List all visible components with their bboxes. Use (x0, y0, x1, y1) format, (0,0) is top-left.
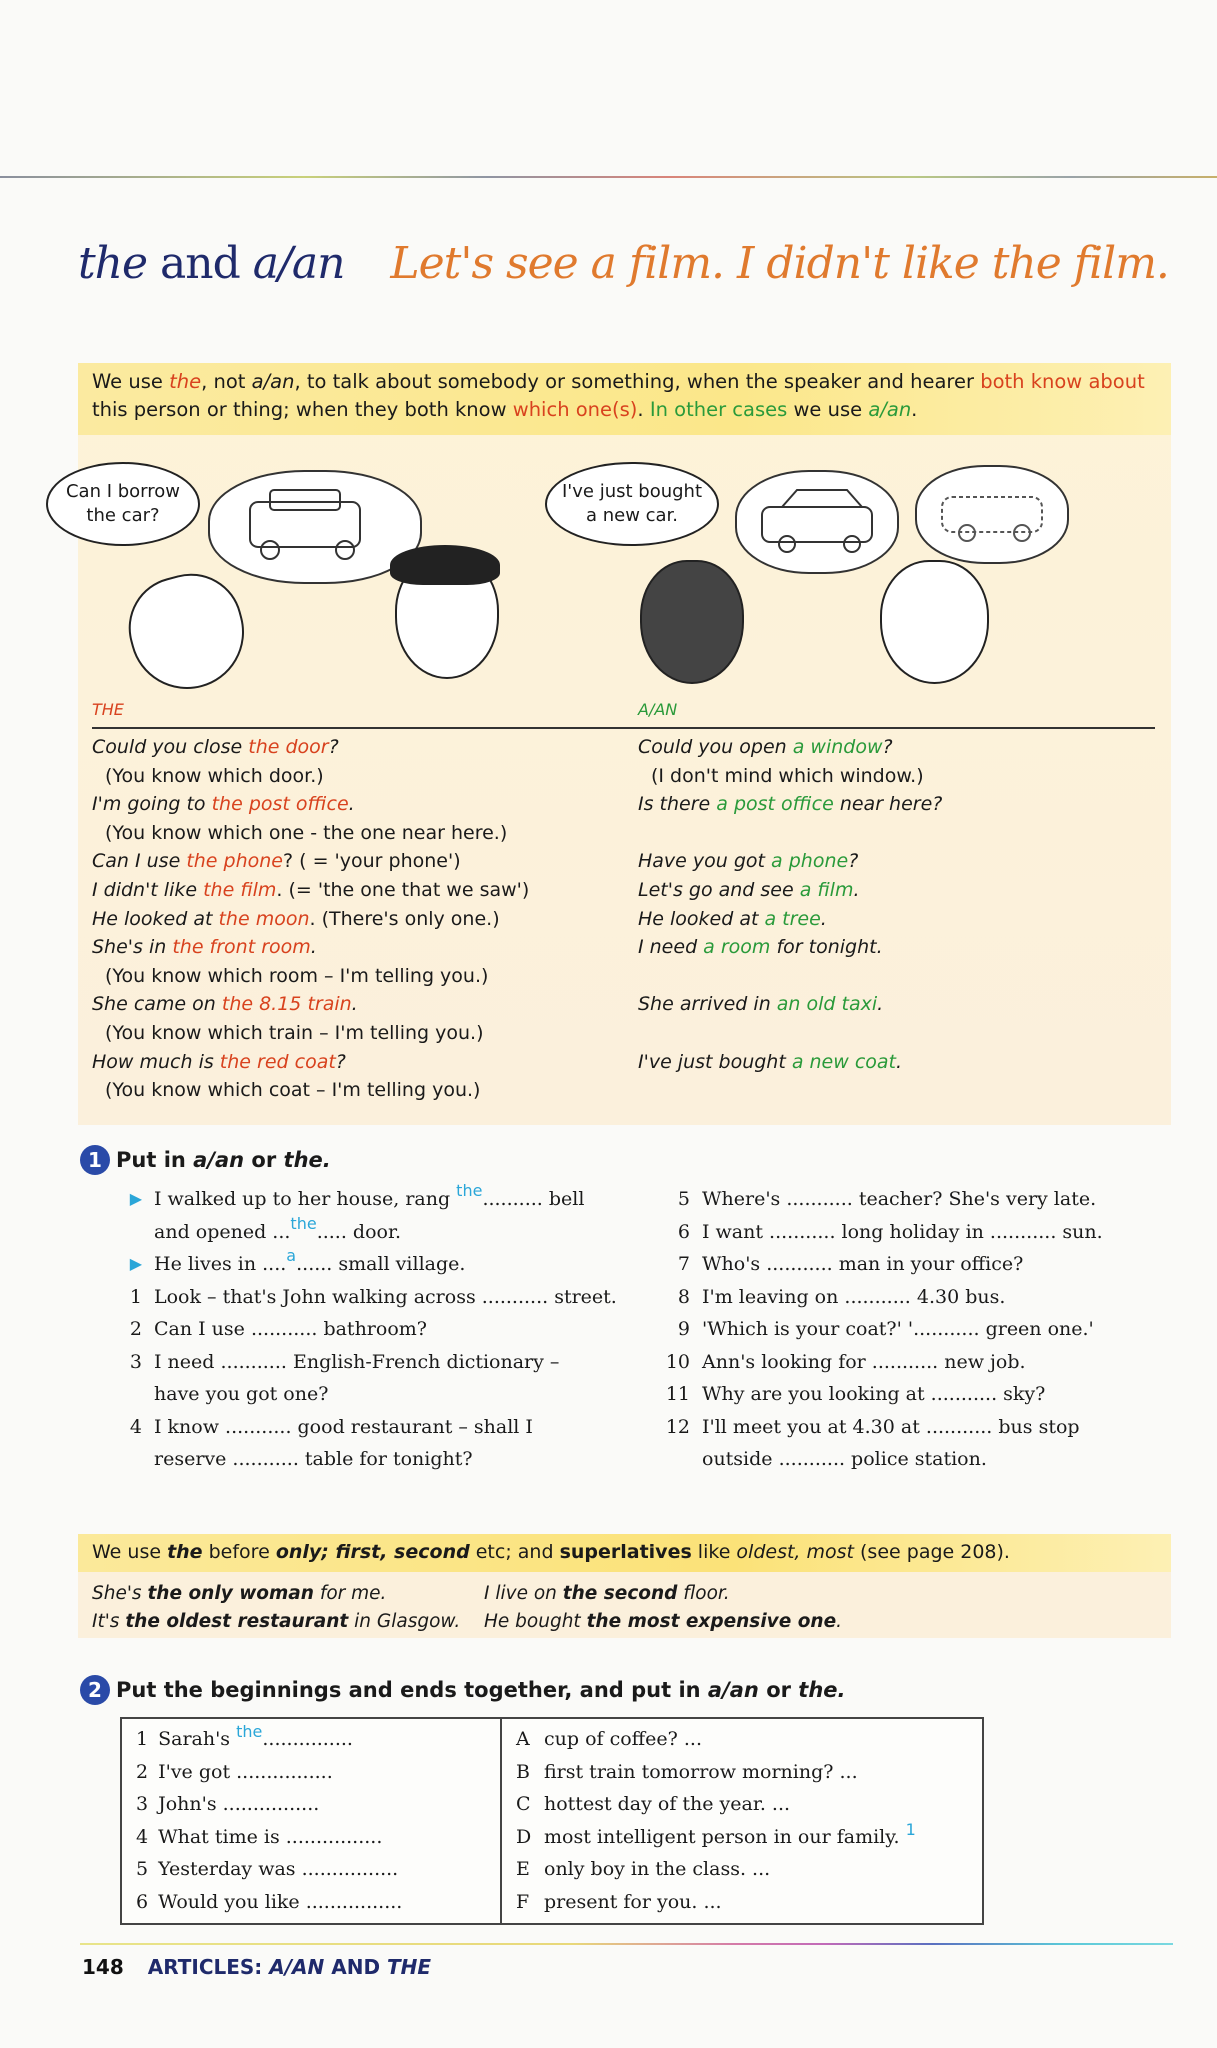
item-text: only boy in the class. ... (544, 1858, 771, 1880)
item-number: 11 (665, 1383, 690, 1405)
example-text: Could you close (92, 736, 249, 758)
example-text: It's (92, 1611, 126, 1632)
exercise-item (112, 1248, 617, 1281)
item-letter: B (516, 1760, 530, 1783)
exercise-item (112, 1213, 617, 1249)
section-title: AND (324, 1955, 388, 1979)
highlighted-article: a window (792, 736, 883, 758)
item-text[interactable]: Where's ........... teacher? She's very late. (702, 1188, 1097, 1210)
the-column-rule (92, 727, 632, 729)
example-line (92, 1019, 529, 1048)
end-row (516, 1821, 982, 1854)
item-number: 4 (136, 1825, 149, 1848)
exercise-2-heading (80, 1675, 846, 1705)
item-text: most intelligent person in our family. (544, 1825, 906, 1848)
end-row (516, 1723, 982, 1756)
grammar-rule-text (92, 368, 1162, 424)
answer-blank[interactable]: ........... (225, 1415, 292, 1438)
example-text: Is there (638, 793, 717, 816)
example-text: He bought (484, 1611, 587, 1632)
aan-examples (638, 733, 942, 1076)
example-text: (You know which train – I'm telling you.) (105, 1021, 484, 1044)
example-line (638, 990, 942, 1019)
exercise-item (660, 1183, 1103, 1216)
example-line (638, 847, 942, 876)
item-text: I've got (158, 1760, 237, 1783)
item-text: I know (154, 1415, 226, 1438)
answer-blank[interactable]: ........... (250, 1318, 318, 1340)
ends-column (502, 1719, 982, 1923)
item-number (112, 1216, 142, 1249)
ex1-title: the. (283, 1148, 331, 1172)
answer-blank[interactable]: the (290, 1213, 317, 1233)
highlighted-article: the front room (172, 936, 311, 959)
item-text: have you got one? (154, 1383, 329, 1405)
exercise-item (660, 1281, 1103, 1314)
rule-seg: we use (787, 398, 869, 421)
example-line (638, 762, 942, 791)
example-line (638, 933, 942, 962)
answer-blank[interactable]: ................ (301, 1858, 399, 1880)
item-text: Can I use (154, 1318, 251, 1340)
item-number: 7 (677, 1253, 690, 1275)
end-row (516, 1756, 982, 1789)
ex2-title: the. (798, 1678, 846, 1702)
highlighted-article: a phone (771, 850, 849, 873)
example-text: for tonight. (770, 936, 883, 959)
aan-column-header: A/AN (638, 700, 678, 719)
rule-seg: a/an (868, 398, 912, 421)
example-text: . (896, 1050, 903, 1073)
item-text[interactable]: Ann's looking for ........... new job. (702, 1350, 1026, 1373)
example-text: . (= 'the one that we saw') (276, 878, 530, 901)
aan-column-rule (632, 727, 1155, 729)
exercise-2-badge: 2 (80, 1675, 110, 1705)
sup-seg: oldest, most (736, 1541, 854, 1563)
page-footer (82, 1955, 431, 1979)
section-title: A/AN (269, 1955, 325, 1979)
item-text: first train tomorrow morning? ... (544, 1760, 858, 1783)
rule-seg: We use (92, 370, 170, 393)
exercise-item (112, 1378, 617, 1411)
example-text: She's in (92, 936, 173, 959)
section-title: ARTICLES: (147, 1955, 270, 1979)
sup-seg: We use (92, 1541, 168, 1563)
rule-seg: , not (201, 370, 252, 393)
superlatives-examples-left (92, 1580, 460, 1636)
highlighted-article: a tree (764, 907, 821, 930)
exercise-item (660, 1443, 1103, 1476)
exercise-1-right-list (660, 1183, 1103, 1476)
thought-cloud-vague-car (915, 465, 1069, 564)
example-text: for me. (313, 1583, 387, 1604)
sup-seg: etc; and (469, 1541, 560, 1563)
superlative-example (92, 1580, 460, 1608)
example-text: near here? (833, 793, 943, 816)
rule-seg: the (169, 370, 202, 393)
example-line (92, 733, 529, 762)
item-number: 3 (136, 1793, 149, 1815)
example-bold: the oldest restaurant (125, 1611, 349, 1632)
item-text[interactable]: I want ........... long holiday in ........... sun. (702, 1220, 1103, 1243)
example-line (92, 762, 529, 791)
example-text: ? (335, 1050, 346, 1073)
section-title: THE (387, 1955, 432, 1979)
example-text: Let's go and see (638, 878, 800, 901)
item-letter: F (516, 1890, 530, 1913)
bubble-text: I've just bought a new car. (562, 481, 703, 526)
exercise-item (660, 1378, 1103, 1411)
answer-blank[interactable]: ...... (296, 1253, 333, 1275)
example-text: She arrived in (638, 993, 777, 1016)
ex1-title: Put in (116, 1148, 194, 1172)
item-number: 4 (129, 1415, 142, 1438)
example-line (92, 1076, 529, 1105)
example-line (92, 790, 529, 819)
item-text: table for tonight? (298, 1448, 473, 1470)
highlighted-article: a film (799, 878, 854, 901)
ex1-title: or (244, 1148, 284, 1172)
exercise-item (660, 1313, 1103, 1346)
beginning-row (136, 1723, 500, 1756)
answer-blank[interactable]: ................ (305, 1890, 403, 1913)
beginnings-column (122, 1719, 502, 1923)
example-text: . (853, 878, 860, 901)
item-text: English-French dictionary – (286, 1350, 560, 1373)
item-text: door. (346, 1220, 402, 1243)
the-column-header: THE (92, 700, 124, 719)
item-text: I need (154, 1350, 221, 1373)
exercise-item (660, 1216, 1103, 1249)
page-number: 148 (82, 1955, 124, 1979)
example-text: . (310, 936, 317, 959)
example-line (92, 876, 529, 905)
example-text: Could you open (638, 736, 793, 758)
example-line (638, 905, 942, 934)
item-text[interactable]: I'm leaving on ........... 4.30 bus. (702, 1285, 1006, 1308)
item-number: 1 (129, 1285, 142, 1308)
example-text: ? (328, 736, 339, 758)
car-icon (210, 472, 420, 582)
example-text: I didn't like (92, 878, 204, 901)
item-text: good restaurant – shall I (291, 1415, 533, 1438)
answer-blank[interactable]: ..... (316, 1220, 347, 1243)
item-number: 2 (129, 1318, 142, 1340)
example-text: Have you got (638, 850, 772, 873)
example-text: I need (638, 936, 704, 959)
superlative-example (484, 1608, 842, 1636)
item-text: cup of coffee? ... (544, 1728, 703, 1750)
highlighted-article: the post office (211, 793, 349, 816)
exercise-item (112, 1281, 617, 1314)
example-text: ? (882, 736, 893, 758)
example-line (92, 990, 529, 1019)
item-text[interactable]: outside ........... police station. (702, 1448, 987, 1470)
rule-seg: In other cases (649, 398, 788, 421)
example-line (638, 819, 942, 848)
highlighted-article: the door (248, 736, 329, 758)
example-text: ? (848, 850, 859, 873)
matching-table (120, 1717, 984, 1925)
item-number: 8 (677, 1285, 690, 1308)
rule-seg: this person or thing; when they both know (92, 398, 513, 421)
rule-seg: both know about (980, 370, 1145, 393)
title-and: and (147, 238, 253, 289)
example-text: . (836, 1611, 843, 1632)
exercise-item (660, 1248, 1103, 1281)
example-text: (You know which coat – I'm telling you.) (105, 1079, 481, 1102)
highlighted-article: a room (703, 936, 771, 959)
highlighted-article: the phone (186, 850, 283, 873)
match-answer[interactable]: 1 (905, 1819, 916, 1839)
item-number: 3 (129, 1350, 142, 1373)
item-number: 5 (677, 1188, 690, 1210)
thought-cloud-new-car (735, 470, 899, 574)
speech-bubble-left (46, 462, 200, 546)
ex2-title: or (758, 1678, 799, 1702)
exercise-item (112, 1346, 617, 1379)
item-text: Would you like (158, 1890, 306, 1913)
example-text: I live on (484, 1583, 563, 1604)
highlighted-article: the red coat (219, 1050, 336, 1073)
ex1-title: a/an (193, 1148, 245, 1172)
superlatives-rule (92, 1541, 1010, 1563)
rule-seg: a/an (251, 370, 295, 393)
answer-blank[interactable]: ............... (262, 1728, 353, 1750)
example-text: How much is (92, 1050, 220, 1073)
beginning-row (136, 1756, 500, 1789)
title-the: the (78, 238, 148, 289)
example-line (638, 1048, 942, 1077)
item-number: 5 (136, 1858, 149, 1880)
item-letter: D (516, 1825, 532, 1848)
answer-blank[interactable]: the (456, 1181, 483, 1200)
dark-hair (390, 545, 500, 585)
example-text: . (351, 993, 358, 1016)
speech-bubble-right (545, 462, 719, 546)
item-letter: E (516, 1858, 530, 1880)
example-text: He looked at (92, 907, 219, 930)
item-text[interactable]: I'll meet you at 4.30 at ........... bus stop (702, 1415, 1080, 1438)
end-row (516, 1788, 982, 1821)
example-text: . (348, 793, 355, 816)
example-text: He looked at (638, 907, 765, 930)
item-text: and opened ... (154, 1220, 291, 1243)
item-number: 12 (665, 1415, 690, 1438)
item-number (112, 1443, 142, 1476)
item-text[interactable]: Why are you looking at ........... sky? (702, 1383, 1046, 1405)
rule-seg: which one(s) (512, 398, 638, 421)
example-text: in Glasgow. (348, 1611, 461, 1632)
sup-seg: the (167, 1541, 203, 1563)
exercise-1-badge: 1 (80, 1145, 110, 1175)
example-text: . (820, 907, 827, 930)
exercise-item (112, 1411, 617, 1444)
item-text[interactable]: Who's ........... man in your office? (702, 1253, 1024, 1275)
example-line (92, 905, 529, 934)
rule-seg: . (637, 398, 650, 421)
sup-seg: superlatives (559, 1541, 692, 1563)
beginning-row (136, 1886, 500, 1919)
example-text: (You know which one - the one near here.) (105, 821, 508, 844)
highlighted-article: the 8.15 train (221, 993, 352, 1016)
example-text: I'm going to (92, 793, 212, 816)
sup-seg: before (202, 1541, 276, 1563)
answer-blank[interactable]: ........... (481, 1285, 549, 1308)
item-text: He lives in .... (154, 1253, 287, 1275)
sup-seg: only; first, second (275, 1541, 470, 1563)
item-letter: A (516, 1728, 530, 1750)
item-text: hottest day of the year. ... (544, 1793, 791, 1815)
example-line (638, 876, 942, 905)
highlighted-article: an old taxi (776, 993, 878, 1016)
exercise-1-left-list (112, 1183, 617, 1476)
item-letter: C (516, 1793, 531, 1815)
example-line (638, 790, 942, 819)
example-line (638, 1019, 942, 1048)
item-text: John's (158, 1793, 223, 1815)
example-line (92, 847, 529, 876)
the-examples (92, 733, 529, 1105)
highlighted-article: the film (203, 878, 277, 901)
end-row (516, 1886, 982, 1919)
answer-blank[interactable]: ................ (236, 1760, 333, 1783)
bubble-text: Can I borrow the car? (65, 481, 181, 526)
item-number: 10 (665, 1350, 690, 1373)
example-bold: the second (562, 1583, 678, 1604)
item-text: Sarah's (158, 1728, 237, 1750)
example-text: ? ( = 'your phone') (283, 850, 461, 873)
exercise-item (660, 1346, 1103, 1379)
superlatives-examples-right (484, 1580, 842, 1636)
example-text: . (877, 993, 884, 1016)
bottom-divider (80, 1943, 1173, 1945)
example-text: Can I use (92, 850, 187, 873)
item-number: 6 (677, 1220, 690, 1243)
answer-blank[interactable]: the (236, 1722, 263, 1741)
exercise-1-heading (80, 1145, 331, 1175)
sup-seg: (see page 208). (853, 1541, 1010, 1563)
highlighted-article: the moon (218, 907, 310, 930)
example-text: She's (92, 1583, 148, 1604)
item-text: I walked up to her house, rang (154, 1188, 457, 1210)
beginning-row (136, 1853, 500, 1886)
item-text: bathroom? (317, 1318, 427, 1340)
exercise-item (112, 1183, 617, 1216)
exercise-item (660, 1411, 1103, 1444)
end-row (516, 1853, 982, 1886)
example-text: floor. (677, 1583, 730, 1604)
answer-blank[interactable]: ................ (222, 1793, 320, 1815)
item-number: 6 (136, 1890, 149, 1913)
example-line (92, 933, 529, 962)
item-text: bell (542, 1188, 585, 1210)
item-text[interactable]: 'Which is your coat?' '........... green one.' (702, 1318, 1094, 1340)
exercise-item (112, 1443, 617, 1476)
item-text: Yesterday was (158, 1858, 302, 1880)
highlighted-article: a new coat (791, 1050, 896, 1073)
item-text: What time is (158, 1825, 286, 1848)
example-arrow-icon: ▶ (129, 1254, 142, 1273)
answer-blank[interactable]: ........... (232, 1448, 299, 1470)
answer-blank[interactable]: a (286, 1246, 297, 1265)
example-text: (I don't mind which window.) (651, 764, 924, 787)
item-number: 2 (136, 1760, 149, 1783)
page-title (78, 238, 1169, 289)
exercise-item (112, 1313, 617, 1346)
item-text: reserve (154, 1448, 233, 1470)
item-number: 9 (677, 1318, 690, 1340)
example-arrow-icon: ▶ (129, 1189, 142, 1208)
example-text: (You know which door.) (105, 764, 324, 787)
car-outline-icon (917, 467, 1067, 562)
top-divider (0, 176, 1217, 178)
answer-blank[interactable]: ................ (285, 1825, 383, 1848)
example-bold: the most expensive one (586, 1611, 837, 1632)
item-text: small village. (332, 1253, 466, 1275)
superlative-example (484, 1580, 842, 1608)
person-thinking-face (880, 560, 989, 684)
item-text: street. (548, 1285, 617, 1308)
answer-blank[interactable]: ........... (220, 1350, 287, 1373)
beginning-row (136, 1821, 500, 1854)
example-line (92, 819, 529, 848)
highlighted-article: a post office (716, 793, 834, 816)
superlative-example (92, 1608, 460, 1636)
title-aan: a/an (252, 238, 345, 289)
item-number: 1 (136, 1728, 149, 1750)
ex2-title: a/an (707, 1678, 759, 1702)
item-text: Look – that's John walking across (154, 1285, 482, 1308)
example-bold: the only woman (147, 1583, 314, 1604)
example-text: . (There's only one.) (309, 907, 500, 930)
example-text: I've just bought (638, 1050, 792, 1073)
item-text: present for you. ... (544, 1890, 722, 1913)
ex2-title: Put the beginnings and ends together, and put in (116, 1678, 708, 1702)
sup-seg: like (691, 1541, 737, 1563)
example-line (638, 962, 942, 991)
example-line (92, 962, 529, 991)
person-smiling-face (640, 560, 744, 684)
rule-seg: . (911, 398, 918, 421)
example-text: She came on (92, 993, 222, 1016)
answer-blank[interactable]: .......... (482, 1188, 543, 1210)
page-subtitle: Let's see a film. I didn't like the film. (390, 238, 1169, 289)
example-line (638, 733, 942, 762)
rule-seg: , to talk about somebody or something, when the speaker and hearer (294, 370, 981, 393)
example-text: (You know which room – I'm telling you.) (105, 964, 489, 987)
item-number (660, 1443, 690, 1476)
car-icon (737, 472, 897, 572)
item-number (112, 1378, 142, 1411)
beginning-row (136, 1788, 500, 1821)
example-line (92, 1048, 529, 1077)
